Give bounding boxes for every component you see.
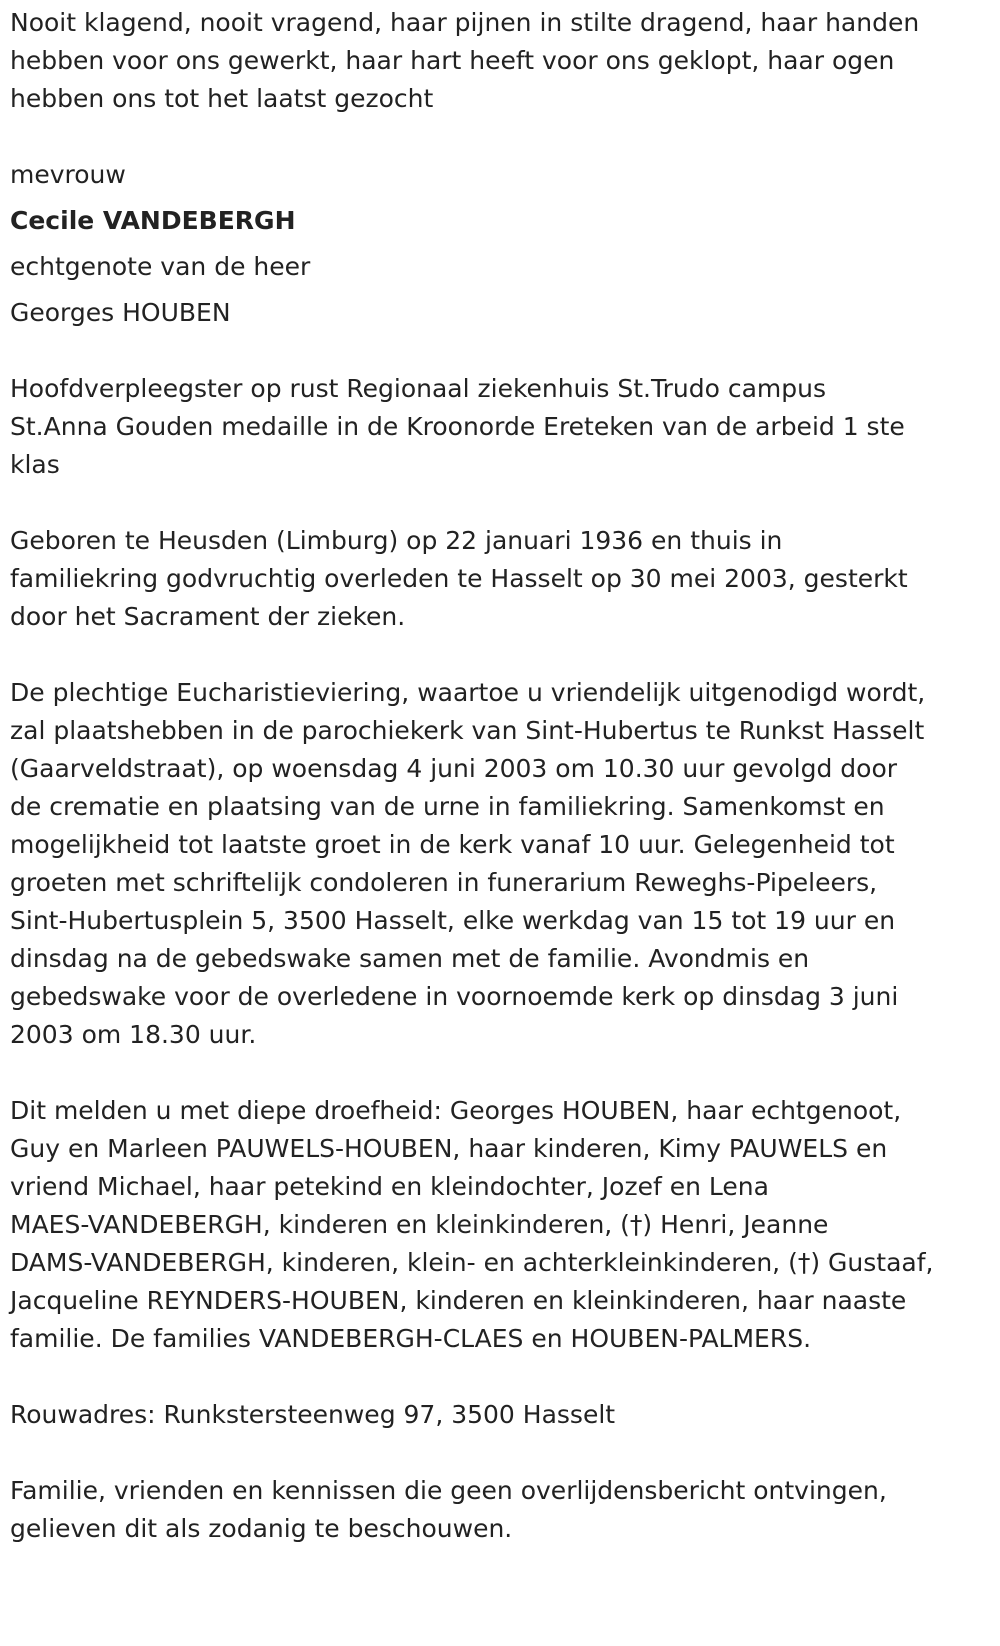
ceremony-line: zal plaatshebben in de parochiekerk van Sint-Hubertus te Runkst Hasselt — [10, 716, 925, 745]
poem-line: Nooit klagend, nooit vragend, haar pijnen in stilte dragend, haar handen — [10, 8, 920, 37]
family-paragraph — [10, 1092, 985, 1358]
family-line: Dit melden u met diepe droefheid: Georges HOUBEN, haar echtgenoot, — [10, 1096, 902, 1125]
poem-line: hebben voor ons gewerkt, haar hart heeft voor ons geklopt, haar ogen — [10, 46, 895, 75]
birth-death-paragraph — [10, 522, 985, 636]
closing-line: Familie, vrienden en kennissen die geen overlijdensbericht ontvingen, — [10, 1476, 887, 1505]
ceremony-line: de crematie en plaatsing van de urne in familiekring. Samenkomst en — [10, 792, 885, 821]
birth-death-line: door het Sacrament der zieken. — [10, 602, 406, 631]
family-line: familie. De families VANDEBERGH-CLAES en HOUBEN-PALMERS. — [10, 1324, 812, 1353]
spouse-label: echtgenote van de heer — [10, 252, 311, 281]
mourning-address: Rouwadres: Runkstersteenweg 97, 3500 Hasselt — [10, 1400, 616, 1429]
birth-death-line: familiekring godvruchtig overleden te Hasselt op 30 mei 2003, gesterkt — [10, 564, 908, 593]
career-line: Hoofdverpleegster op rust Regionaal ziekenhuis St.Trudo campus — [10, 374, 826, 403]
birth-death-line: Geboren te Heusden (Limburg) op 22 januari 1936 en thuis in — [10, 526, 783, 555]
family-line: Jacqueline REYNDERS-HOUBEN, kinderen en kleinkinderen, haar naaste — [10, 1286, 907, 1315]
address-paragraph — [10, 1396, 985, 1434]
ceremony-line: 2003 om 18.30 uur. — [10, 1020, 257, 1049]
obituary-notice — [10, 4, 985, 1548]
ceremony-line: dinsdag na de gebedswake samen met de familie. Avondmis en — [10, 944, 810, 973]
spouse-name: Georges HOUBEN — [10, 298, 231, 327]
ceremony-line: De plechtige Eucharistieviering, waartoe u vriendelijk uitgenodigd wordt, — [10, 678, 926, 707]
career-line: St.Anna Gouden medaille in de Kroonorde Ereteken van de arbeid 1 ste — [10, 412, 905, 441]
family-line: MAES-VANDEBERGH, kinderen en kleinkinderen, (†) Henri, Jeanne — [10, 1210, 829, 1239]
career-line: klas — [10, 450, 60, 479]
family-line: vriend Michael, haar petekind en kleindochter, Jozef en Lena — [10, 1172, 769, 1201]
deceased-name: Cecile VANDEBERGH — [10, 206, 296, 235]
closing-paragraph — [10, 1472, 985, 1548]
family-line: Guy en Marleen PAUWELS-HOUBEN, haar kinderen, Kimy PAUWELS en — [10, 1134, 888, 1163]
family-line: DAMS-VANDEBERGH, kinderen, klein- en achterkleinkinderen, (†) Gustaaf, — [10, 1248, 934, 1277]
poem-paragraph — [10, 4, 985, 118]
ceremony-line: groeten met schriftelijk condoleren in funerarium Reweghs-Pipeleers, — [10, 868, 878, 897]
poem-line: hebben ons tot het laatst gezocht — [10, 84, 434, 113]
ceremony-line: mogelijkheid tot laatste groet in de kerk vanaf 10 uur. Gelegenheid tot — [10, 830, 895, 859]
ceremony-line: (Gaarveldstraat), op woensdag 4 juni 2003 om 10.30 uur gevolgd door — [10, 754, 898, 783]
ceremony-paragraph — [10, 674, 985, 1054]
ceremony-line: gebedswake voor de overledene in voornoemde kerk op dinsdag 3 juni — [10, 982, 899, 1011]
closing-line: gelieven dit als zodanig te beschouwen. — [10, 1514, 513, 1543]
career-paragraph — [10, 370, 985, 484]
ceremony-line: Sint-Hubertusplein 5, 3500 Hasselt, elke werkdag van 15 tot 19 uur en — [10, 906, 896, 935]
title-text: mevrouw — [10, 160, 126, 189]
